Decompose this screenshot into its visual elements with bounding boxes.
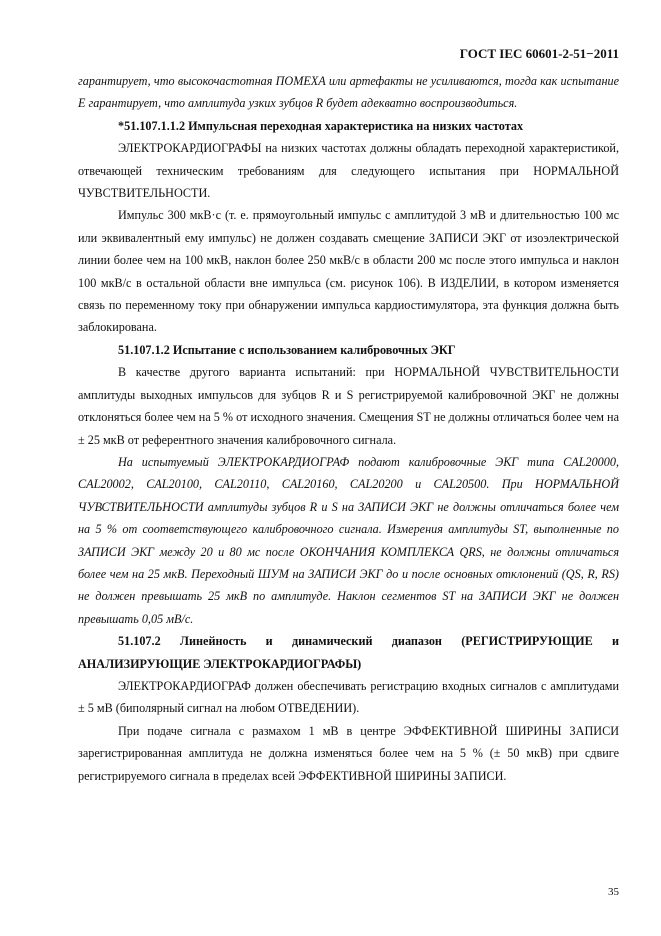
paragraph-continuation: гарантирует, что высокочастотная ПОМЕХА или артефакты не усиливаются, тогда как испытание E гарантирует, что амплитуда узких зубцов R будет адекватно воспроизводиться. xyxy=(78,74,619,111)
paragraph: В качестве другого варианта испытаний: при НОРМАЛЬНОЙ ЧУВСТВИТЕЛЬНОСТИ амплитуды выходных импульсов для зубцов R и S регистрируемой калибровочной ЭКГ не должны отклоняться более чем на 5 % от исходного значения. Смещения ST не должны отличаться более чем на ± 25 мкВ от референтного значения калибровочного сигнала. xyxy=(78,365,619,447)
section-heading-51-107-2: 51.107.2 Линейность и динамический диапазон (РЕГИСТРИРУЮЩИЕ и АНАЛИЗИРУЮЩИЕ ЭЛЕКТРОКАРДИОГРАФЫ) xyxy=(78,634,619,671)
paragraph: ЭЛЕКТРОКАРДИОГРАФЫ на низких частотах должны обладать переходной характеристикой, отвечающей техническим требованиям для следующего испытания при НОРМАЛЬНОЙ ЧУВСТВИТЕЛЬНОСТИ. xyxy=(78,141,619,201)
paragraph: Импульс 300 мкВ·с (т. е. прямоугольный импульс с амплитудой 3 мВ и длительностью 100 мс или эквивалентный ему импульс) не должен создавать смещение ЗАПИСИ ЭКГ от изоэлектрической линии более чем на 100 мкВ, наклон более 250 мкВ/с в области 200 мс после этого импульса и наклон 100 мкВ/с в остальной области вне импульса (см. рисунок 106). В ИЗДЕЛИИ, в котором изменяется связь по переменному току при обнаружении импульса кардиостимулятора, эта функция должна быть заблокирована. xyxy=(78,208,619,335)
paragraph: При подаче сигнала с размахом 1 мВ в центре ЭФФЕКТИВНОЙ ШИРИНЫ ЗАПИСИ зарегистрированная амплитуда не должна изменяться более чем на 5 % (± 50 мкВ) при сдвиге регистрируемого сигнала в пределах всей ЭФФЕКТИВНОЙ ШИРИНЫ ЗАПИСИ. xyxy=(78,723,619,783)
document-header: ГОСТ IEC 60601-2-51−2011 xyxy=(459,46,619,61)
section-heading-51-107-1-2: 51.107.1.2 Испытание с использованием калибровочных ЭКГ xyxy=(118,342,456,357)
document-body xyxy=(78,70,619,787)
paragraph-test-procedure: На испытуемый ЭЛЕКТРОКАРДИОГРАФ подают калибровочные ЭКГ типа CAL20000, CAL20002, CAL20100, CAL20110, CAL20160, CAL20200 и CAL20500. При НОРМАЛЬНОЙ ЧУВСТВИТЕЛЬНОСТИ амплитуды зубцов R и S на ЗАПИСИ ЭКГ не должны отличаться более чем на 5 % от соответствующего калибровочного сигнала. Измерения амплитуды ST, выполненные по ЗАПИСИ ЭКГ между 20 и 80 мс после ОКОНЧАНИЯ КОМПЛЕКСА QRS, не должны отличаться более чем на 25 мкВ. Переходный ШУМ на ЗАПИСИ ЭКГ до и после основных отклонений (QS, R, RS) не должен превышать 25 мкВ по амплитуде. Наклон сегментов ST на ЗАПИСИ ЭКГ не должен превышать 0,05 мВ/с. xyxy=(78,454,619,626)
page-number: 35 xyxy=(608,886,619,898)
paragraph: ЭЛЕКТРОКАРДИОГРАФ должен обеспечивать регистрацию входных сигналов с амплитудами ± 5 мВ (биполярный сигнал на любом ОТВЕДЕНИИ). xyxy=(78,678,619,716)
section-heading-51-107-1-1-2: *51.107.1.1.2 Импульсная переходная характеристика на низких частотах xyxy=(118,118,524,133)
